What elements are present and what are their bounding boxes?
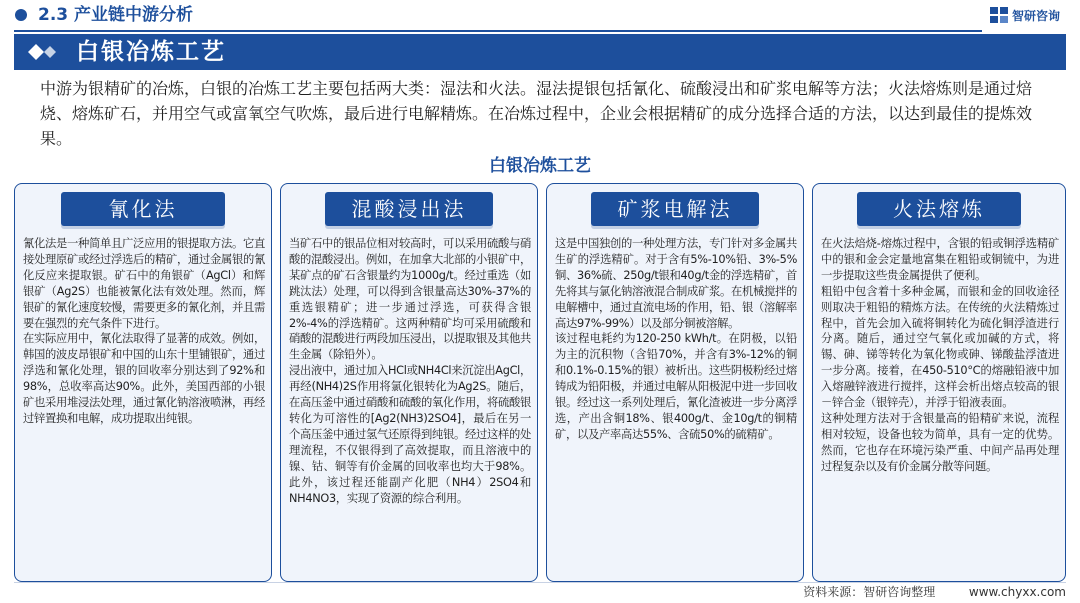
card-paragraph: 粗铅中包含着十多种金属，而银和金的回收途径则取决于粗铅的精炼方法。在传统的火法精炼过程中，首先会加入硫将铜转化为硫化铜浮渣进行分离。随后，通过空气氧化或加碱的方式，将锡、砷、锑等转化为氧化物或砷、锑酸盐浮渣进一步分离。接着，在450-510°C的熔融铅液中加入熔融锌液进行搅拌，这样会析出熔点较高的银－锌合金（银锌壳），并浮于铅液表面。 xyxy=(821,284,1059,410)
intro-paragraph: 中游为银精矿的冶炼，白银的冶炼工艺主要包括两大类：湿法和火法。湿法提银包括氰化、硫酸浸出和矿浆电解等方法；火法熔炼则是通过焙烧、熔炼矿石，并用空气或富氧空气吹炼，最后进行电解精炼。在冶炼过程中，企业会根据精矿的成分选择合适的方法，以达到最佳的提炼效果。 xyxy=(40,79,1033,148)
footer xyxy=(803,584,1066,600)
card-body xyxy=(23,236,265,427)
diagram-title: 白银冶炼工艺 xyxy=(489,156,591,176)
brand-logo-icon xyxy=(990,7,1008,23)
source-text: 资料来源：智研咨询整理 xyxy=(803,585,936,599)
card-body xyxy=(289,236,531,506)
method-card-mixed-acid-leaching xyxy=(280,183,538,582)
section-header xyxy=(0,0,1080,32)
footer-divider xyxy=(14,582,1066,583)
card-header: 混酸浸出法 xyxy=(325,192,493,226)
card-paragraph: 氰化法是一种简单且广泛应用的银提取方法。它直接处理原矿或经过浮选后的精矿，通过金属银的氰化反应来提取银。矿石中的角银矿（AgCl）和辉银矿（Ag2S）也能被氰化法有效处理。然而，辉银矿的氰化速度较慢，需要更多的氰化剂，并且需要在强烈的充气条件下进行。 xyxy=(23,237,265,330)
card-paragraph: 该过程电耗约为120-250 kWh/t。在阴极，以铅为主的沉积物（含铅70%，并含有3%-12%的铜和0.1%-0.15%的银）被析出。这些阴极粉经过熔铸成为铅阳极，并通过电解从阳极泥中进一步回收银。经过这一系列处理后，氰化渣被进一步分离浮选，产出含铜18%、银400g/t、金10g/t的铜精矿，以及产率高达55%、含硫50%的硫精矿。 xyxy=(555,332,797,441)
card-paragraph: 浸出液中，通过加入HCl或NH4Cl来沉淀出AgCl，再经(NH4)2S作用将氯化银转化为Ag2S。随后，在高压釜中通过硝酸和硫酸的氧化作用，将硫酸银转化为可溶性的[Ag2(NH3)2SO4]，最后在另一个高压釜中通过氢气还原得到纯银。经过这样的处理流程，不仅银得到了高效提取，而且溶液中的镍、钴、铜等有价金属的回收率也均大于98%。此外，该过程还能副产化肥（NH4）2SO4和NH4NO3，实现了资源的综合利用。 xyxy=(289,364,531,505)
card-paragraph: 这是中国独创的一种处理方法，专门针对多金属共生矿的浮选精矿。对于含有5%-10%铅、3%-5%铜、36%硫、250g/t银和40g/t金的浮选精矿，首先将其与氯化钠溶液混合制成矿浆。在机械搅拌的电解槽中，通过直流电场的作用，铅、银（溶解率高达97%-99%）以及部分铜被溶解。 xyxy=(555,237,797,330)
brand-name: 智研咨询 xyxy=(1012,9,1061,23)
card-header: 矿浆电解法 xyxy=(591,192,759,226)
header-divider xyxy=(14,30,982,32)
diamond-icon xyxy=(28,44,64,60)
method-card-pyrometallurgy xyxy=(812,183,1066,582)
method-card-cyanidation xyxy=(14,183,272,582)
card-body xyxy=(555,236,797,443)
title-banner xyxy=(14,34,1066,70)
card-paragraph: 在火法焙烧-熔炼过程中，含银的铅或铜浮选精矿中的银和金会定量地富集在粗铅或铜锍中，为进一步提取这些贵金属提供了便利。 xyxy=(821,237,1059,282)
card-header: 氰化法 xyxy=(61,192,225,226)
website-url: www.chyxx.com xyxy=(968,585,1066,599)
banner-title: 白银冶炼工艺 xyxy=(76,39,226,65)
brand-logo xyxy=(990,5,1080,27)
method-card-slurry-electrolysis xyxy=(546,183,804,582)
card-body xyxy=(821,236,1059,475)
card-paragraph: 这种处理方法对于含银量高的铅精矿来说，流程相对较短，设备也较为简单，具有一定的优势。然而，它也存在环境污染严重、中间产品再处理过程复杂以及有价金属分散等问题。 xyxy=(821,411,1059,473)
card-paragraph: 在实际应用中，氰化法取得了显著的成效。例如，韩国的波皮昂银矿和中国的山东十里铺银矿，通过浮选和氰化处理，银的回收率分别达到了92%和98%，总收率高达90%。此外，美国西部的小银矿也采用堆浸法处理，通过氰化钠溶液喷淋，再经过锌置换和电解，成功提取出纯银。 xyxy=(23,332,265,425)
bullet-dot xyxy=(15,9,27,21)
card-header: 火法熔炼 xyxy=(857,192,1021,226)
section-title: 2.3 产业链中游分析 xyxy=(38,5,194,25)
card-paragraph: 当矿石中的银品位相对较高时，可以采用硫酸与硝酸的混酸浸出。例如，在加拿大北部的小银矿中，某矿点的矿石含银量约为1000g/t。经过重选（如跳汰法）处理，可以得到含银量高达30%-37%的重选银精矿；进一步通过浮选，可获得含银2%-4%的浮选精矿。这两种精矿均可采用硫酸和硝酸的混酸进行两段加压浸出，以提取银及其他共生金属（除铅外）。 xyxy=(289,237,531,362)
